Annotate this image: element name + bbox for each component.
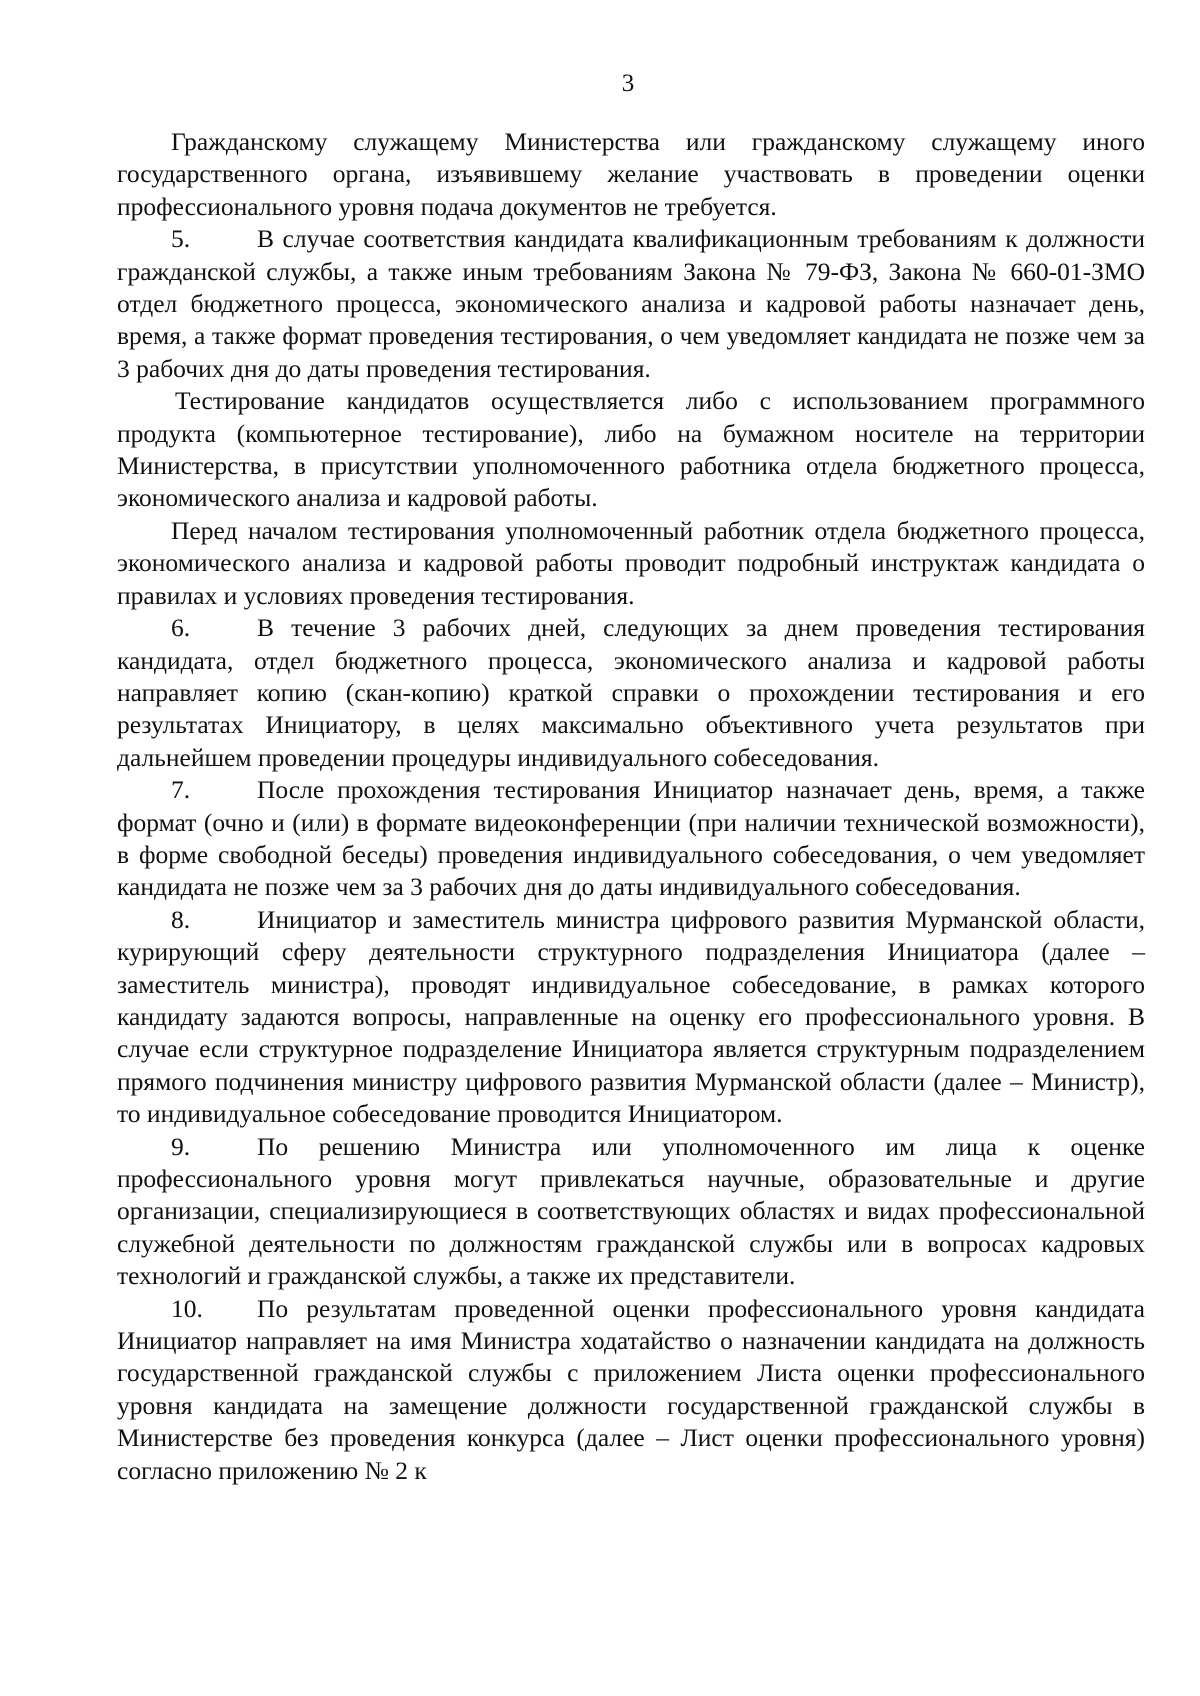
paragraph-text: После прохождения тестирования Инициатор назначает день, время, а также формат (очно и (или) в формате видеоконференции (при наличии технической возможности), в форме свободной беседы) проведения индивидуального собеседования, о чем уведомляет кандидата не позже чем за 3 рабочих дня до даты индивидуального собеседования. bbox=[117, 775, 1145, 902]
paragraph-text: По решению Министра или уполномоченного им лица к оценке профессионального уровня могут привлекаться научные, образовательные и другие организации, специализирующиеся в соответствующих областях и видах профессиональной служебной деятельности по должностям гражданской службы или в вопросах кадровых технологий и гражданской службы, а также их представители. bbox=[117, 1131, 1145, 1291]
item-number: 10. bbox=[171, 1293, 203, 1323]
paragraph-text: По результатам проведенной оценки профессионального уровня кандидата Инициатор направляет на имя Министра ходатайство о назначении кандидата на должность государственной гражданской службы с приложением Листа оценки профессионального уровня кандидата на замещение должности государственной гражданской службы в Министерстве без проведения конкурса (далее – Лист оценки профессионального уровня) согласно приложению № 2 к bbox=[117, 1293, 1145, 1485]
paragraph-testing-method bbox=[117, 385, 1145, 515]
paragraph-text: Тестирование кандидатов осуществляется либо с использованием программного продукта (компьютерное тестирование), либо на бумажном носителе на территории Министерства, в присутствии уполномоченного работника отдела бюджетного процесса, экономического анализа и кадровой работы. bbox=[117, 386, 1145, 513]
item-number: 6. bbox=[171, 613, 191, 643]
document-body bbox=[117, 126, 1145, 1487]
item-number: 7. bbox=[171, 775, 191, 805]
paragraph-item-10 bbox=[117, 1293, 1145, 1487]
paragraph-item-5 bbox=[117, 223, 1145, 385]
paragraph-item-7 bbox=[117, 774, 1145, 904]
paragraph-item-9 bbox=[117, 1131, 1145, 1293]
item-number: 8. bbox=[171, 904, 191, 934]
paragraph-item-6 bbox=[117, 612, 1145, 774]
paragraph-text: В течение 3 рабочих дней, следующих за днем проведения тестирования кандидата, отдел бюджетного процесса, экономического анализа и кадровой работы направляет копию (скан-копию) краткой справки о прохождении тестирования и его результатах Инициатору, в целях максимально объективного учета результатов при дальнейшем проведении процедуры индивидуального собеседования. bbox=[117, 613, 1145, 772]
paragraph-text: Инициатор и заместитель министра цифрового развития Мурманской области, курирующий сферу деятельности структурного подразделения Инициатора (далее – заместитель министра), проводят индивидуальное собеседование, в рамках которого кандидату задаются вопросы, направленные на оценку его профессионального уровня. В случае если структурное подразделение Инициатора является структурным подразделением прямого подчинения министру цифрового развития Мурманской области (далее – Министр), то индивидуальное собеседование проводится Инициатором. bbox=[117, 904, 1145, 1129]
paragraph-text: Гражданскому служащему Министерства или гражданскому служащему иного государственного органа, изъявившему желание участвовать в проведении оценки профессионального уровня подача документов не требуется. bbox=[117, 127, 1145, 221]
paragraph-text: Перед началом тестирования уполномоченный работник отдела бюджетного процесса, экономического анализа и кадровой работы проводит подробный инструктаж кандидата о правилах и условиях проведения тестирования. bbox=[117, 515, 1145, 610]
page-number: 3 bbox=[621, 70, 635, 97]
paragraph-item-8 bbox=[117, 904, 1145, 1131]
paragraph-intro bbox=[117, 126, 1145, 223]
paragraph-instruction bbox=[117, 515, 1145, 612]
item-number: 5. bbox=[171, 224, 191, 254]
item-number: 9. bbox=[171, 1131, 191, 1161]
paragraph-text: В случае соответствия кандидата квалификационным требованиям к должности гражданской службы, а также иным требованиям Закона № 79-ФЗ, Закона № 660-01-ЗМО отдел бюджетного процесса, экономического анализа и кадровой работы назначает день, время, а также формат проведения тестирования, о чем уведомляет кандидата не позже чем за 3 рабочих дня до даты проведения тестирования. bbox=[117, 224, 1145, 383]
